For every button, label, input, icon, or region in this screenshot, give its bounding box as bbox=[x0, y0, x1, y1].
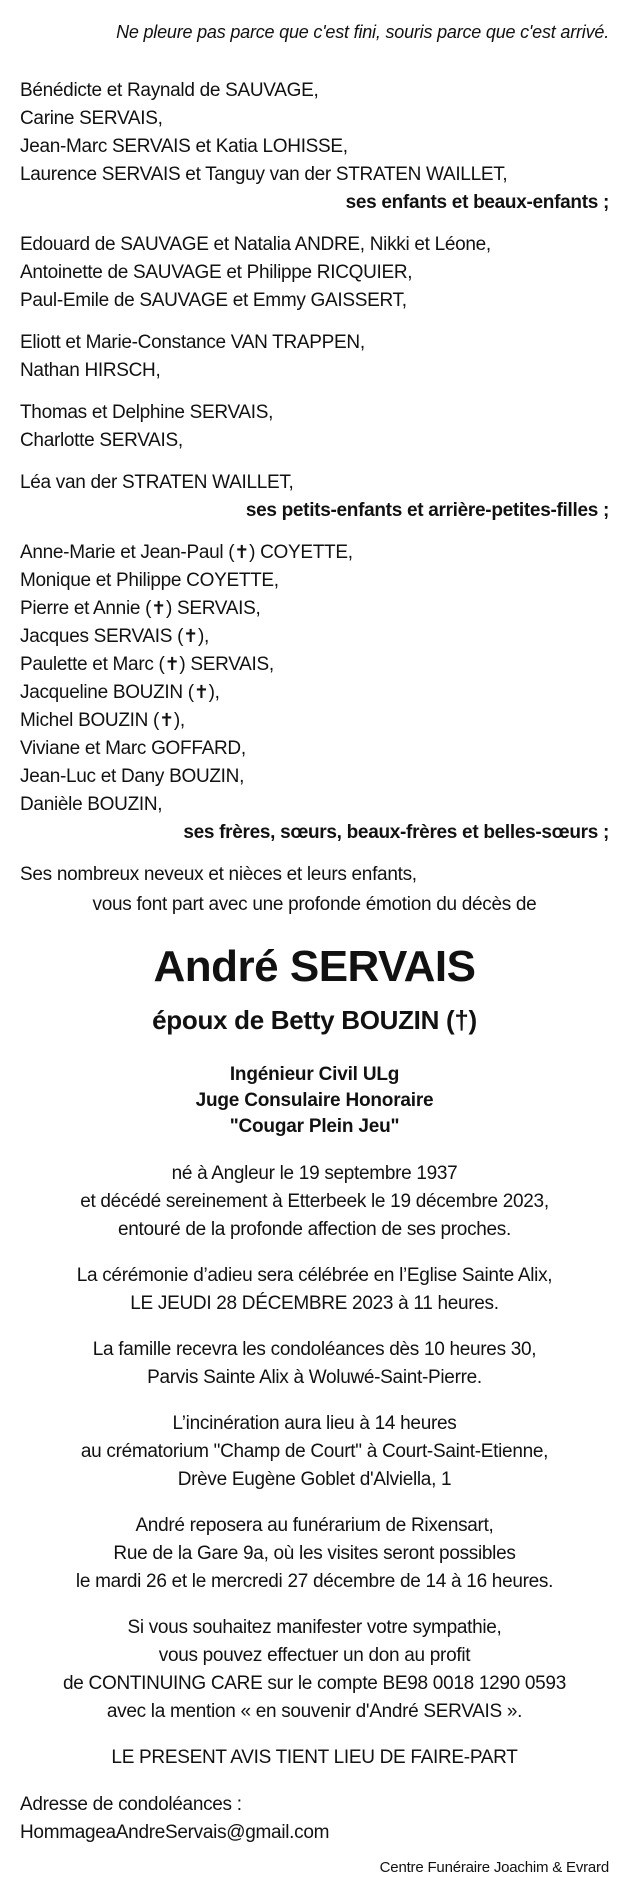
sibling-line: Viviane et Marc GOFFARD, bbox=[20, 738, 246, 759]
para-line: Drève Eugène Goblet d'Alviella, 1 bbox=[177, 1469, 452, 1490]
sibling-line: Jean-Luc et Dany BOUZIN, bbox=[20, 766, 245, 787]
sibling-line: Danièle BOUZIN, bbox=[20, 794, 163, 815]
para-line: de CONTINUING CARE sur le compte BE98 0018 1290 0593 bbox=[63, 1673, 566, 1694]
relation-siblings: ses frères, sœurs, beaux-frères et belles-sœurs ; bbox=[183, 822, 609, 843]
para-line: né à Angleur le 19 septembre 1937 bbox=[171, 1163, 458, 1184]
sibling-line: Pierre et Annie (✝) SERVAIS, bbox=[20, 598, 261, 619]
family-line: Jean-Marc SERVAIS et Katia LOHISSE, bbox=[20, 136, 348, 157]
family-group-children bbox=[20, 77, 609, 217]
deceased-name: André SERVAIS bbox=[153, 942, 476, 991]
para-line: au crématorium "Champ de Court" à Court-Saint-Etienne, bbox=[80, 1441, 549, 1462]
para-line: vous pouvez effectuer un don au profit bbox=[158, 1645, 471, 1666]
para-line: L’incinération aura lieu à 14 heures bbox=[172, 1413, 457, 1434]
address-label: Adresse de condoléances : bbox=[20, 1794, 242, 1815]
family-line: Léa van der STRATEN WAILLET, bbox=[20, 472, 294, 493]
family-line: Eliott et Marie-Constance VAN TRAPPEN, bbox=[20, 332, 365, 353]
family-line: Nathan HIRSCH, bbox=[20, 360, 161, 381]
announcement: vous font part avec une profonde émotion du décès de bbox=[92, 894, 537, 915]
family-line: Carine SERVAIS, bbox=[20, 108, 163, 129]
title-line: "Cougar Plein Jeu" bbox=[229, 1116, 400, 1137]
para-line: La famille recevra les condoléances dès 10 heures 30, bbox=[92, 1339, 537, 1360]
donation-paragraph bbox=[20, 1614, 609, 1726]
para-line: Parvis Sainte Alix à Woluwé-Saint-Pierre. bbox=[147, 1367, 482, 1388]
condolence-address bbox=[20, 1791, 609, 1847]
para-line: Si vous souhaitez manifester votre sympathie, bbox=[127, 1617, 502, 1638]
family-line: Thomas et Delphine SERVAIS, bbox=[20, 402, 274, 423]
relation-grandchildren: ses petits-enfants et arrière-petites-filles ; bbox=[245, 500, 609, 521]
ceremony-paragraph bbox=[20, 1262, 609, 1318]
family-line: Paul-Emile de SAUVAGE et Emmy GAISSERT, bbox=[20, 290, 407, 311]
cross-icon: ✝ bbox=[234, 542, 250, 563]
spouse-line: époux de Betty BOUZIN (†) bbox=[152, 1005, 477, 1035]
para-line: Rue de la Gare 9a, où les visites seront possibles bbox=[113, 1543, 516, 1564]
para-line: et décédé sereinement à Etterbeek le 19 décembre 2023, bbox=[80, 1191, 549, 1212]
para-line: LE JEUDI 28 DÉCEMBRE 2023 à 11 heures. bbox=[130, 1293, 499, 1314]
family-group-grandchildren-1 bbox=[20, 231, 609, 315]
cross-icon: ✝ bbox=[151, 598, 166, 619]
para-line: André reposera au funérarium de Rixensart, bbox=[135, 1515, 494, 1536]
relation-children: ses enfants et beaux-enfants ; bbox=[345, 192, 609, 213]
cross-icon: ✝ bbox=[193, 682, 209, 703]
para-line: avec la mention « en souvenir d'André SERVAIS ». bbox=[106, 1701, 523, 1722]
title-line: Ingénieur Civil ULg bbox=[229, 1064, 400, 1085]
family-group-grandchildren-2 bbox=[20, 329, 609, 385]
cross-icon: ✝ bbox=[159, 710, 174, 731]
sibling-line: Anne-Marie et Jean-Paul (✝) COYETTE, bbox=[20, 542, 353, 563]
sibling-line: Monique et Philippe COYETTE, bbox=[20, 570, 279, 591]
family-group-siblings bbox=[20, 539, 609, 847]
family-group-grandchildren-4 bbox=[20, 469, 609, 525]
sibling-line: Paulette et Marc (✝) SERVAIS, bbox=[20, 654, 274, 675]
cross-icon: ✝ bbox=[164, 654, 180, 675]
funeral-home-credit: Centre Funéraire Joachim & Evrard bbox=[379, 1859, 609, 1876]
epigraph: Ne pleure pas parce que c'est fini, souris parce que c'est arrivé. bbox=[116, 22, 609, 42]
address-email[interactable]: HommageaAndreServais@gmail.com bbox=[20, 1822, 330, 1843]
cross-icon: ✝ bbox=[183, 626, 198, 647]
funeral-home-paragraph bbox=[20, 1512, 609, 1596]
nephews-line: Ses nombreux neveux et nièces et leurs enfants, bbox=[20, 864, 417, 885]
para-line: La cérémonie d’adieu sera célébrée en l’Eglise Sainte Alix, bbox=[76, 1265, 553, 1286]
family-line: Bénédicte et Raynald de SAUVAGE, bbox=[20, 80, 319, 101]
para-line: le mardi 26 et le mercredi 27 décembre de 14 à 16 heures. bbox=[75, 1571, 554, 1592]
sibling-line: Michel BOUZIN (✝), bbox=[20, 710, 185, 731]
birth-death-paragraph bbox=[20, 1160, 609, 1244]
family-line: Charlotte SERVAIS, bbox=[20, 430, 183, 451]
condolences-paragraph bbox=[20, 1336, 609, 1392]
family-line: Laurence SERVAIS et Tanguy van der STRATEN WAILLET, bbox=[20, 164, 508, 185]
family-line: Edouard de SAUVAGE et Natalia ANDRE, Nikki et Léone, bbox=[20, 234, 491, 255]
notice-line: LE PRESENT AVIS TIENT LIEU DE FAIRE-PART bbox=[111, 1747, 518, 1768]
family-group-grandchildren-3 bbox=[20, 399, 609, 455]
sibling-line: Jacqueline BOUZIN (✝), bbox=[20, 682, 220, 703]
sibling-line: Jacques SERVAIS (✝), bbox=[20, 626, 209, 647]
cremation-paragraph bbox=[20, 1410, 609, 1494]
family-line: Antoinette de SAUVAGE et Philippe RICQUIER, bbox=[20, 262, 413, 283]
deceased-titles bbox=[20, 1062, 609, 1140]
para-line: entouré de la profonde affection de ses proches. bbox=[118, 1219, 511, 1240]
title-line: Juge Consulaire Honoraire bbox=[195, 1090, 434, 1111]
